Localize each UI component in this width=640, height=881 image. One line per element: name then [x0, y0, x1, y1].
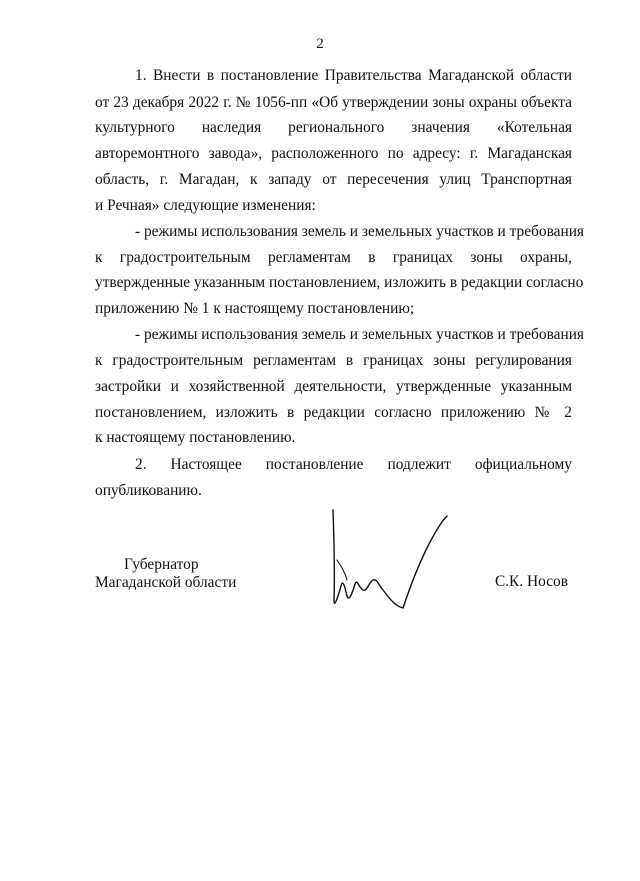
paragraph-1-line-5: область, г. Магадан, к западу от пересечения улиц Транспортная — [95, 171, 572, 188]
signatory-title-line-1: Губернатор — [124, 556, 199, 573]
paragraph-1-line-6: и Речная» следующие изменения: — [95, 197, 316, 214]
paragraph-1-line-2: от 23 декабря 2022 г. № 1056-пп «Об утверждении зоны охраны объекта — [95, 94, 572, 111]
paragraph-1-line-4: авторемонтного завода», расположенного по адресу: г. Магаданская — [95, 145, 572, 162]
page-number: 2 — [316, 36, 324, 52]
signatory-name: С.К. Носов — [494, 573, 568, 590]
bullet-2-line-3: застройки и хозяйственной деятельности, утвержденные указанным — [95, 378, 572, 395]
handwritten-signature — [325, 508, 450, 620]
bullet-1-line-3: утвержденные указанным постановлением, изложить в редакции согласно — [95, 274, 584, 291]
bullet-2-line-5: к настоящему постановлению. — [95, 429, 296, 446]
paragraph-1-line-1: 1. Внести в постановление Правительства Магаданской области — [135, 67, 572, 84]
signatory-title-line-2: Магаданской области — [95, 574, 237, 591]
bullet-2-line-1: - режимы использования земель и земельных участков и требования — [135, 326, 585, 343]
bullet-1-line-1: - режимы использования земель и земельных участков и требования — [135, 223, 585, 240]
bullet-2-line-2: к градостроительным регламентам в границах зоны регулирования — [95, 352, 572, 369]
paragraph-2-line-2: опубликованию. — [95, 482, 202, 499]
bullet-2-line-4: постановлением, изложить в редакции согласно приложению № 2 — [95, 404, 572, 421]
paragraph-2-line-1: 2. Настоящее постановление подлежит официальному — [135, 456, 572, 473]
paragraph-1-line-3: культурного наследия регионального значения «Котельная — [95, 119, 572, 136]
bullet-1-line-4: приложению № 1 к настоящему постановлению; — [95, 300, 415, 317]
bullet-1-line-2: к градостроительным регламентам в границах зоны охраны, — [95, 249, 572, 266]
